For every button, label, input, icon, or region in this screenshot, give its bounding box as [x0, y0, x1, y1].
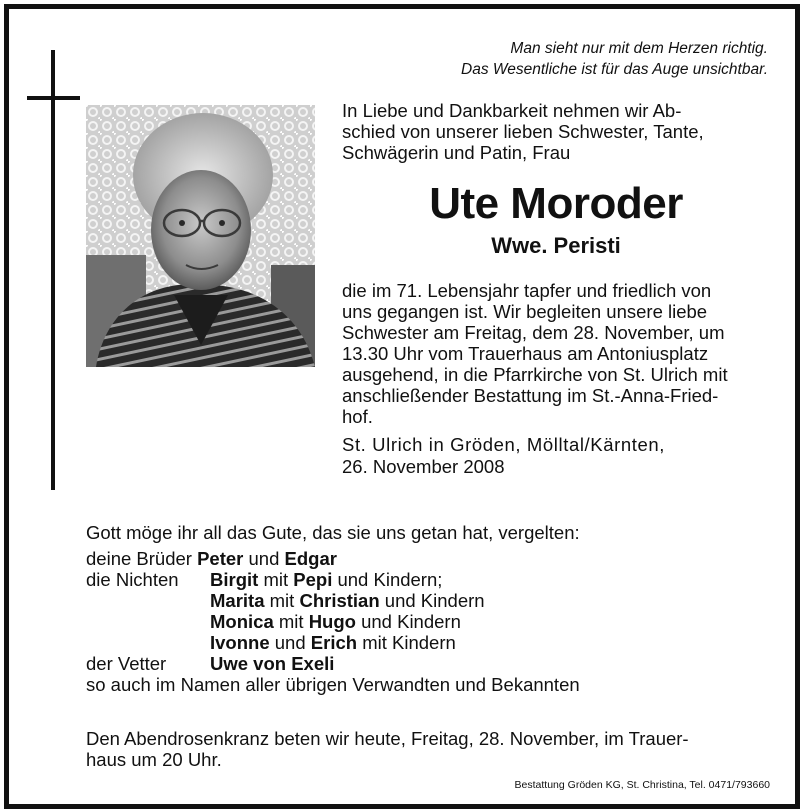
date-line: 26. November 2008 [342, 456, 505, 477]
deceased-name: Ute Moroder [429, 179, 683, 228]
relatives-row-others [86, 674, 776, 695]
relatives-row-niece-2 [86, 590, 776, 611]
relatives-row-brothers [86, 548, 776, 569]
rosary-notice [86, 728, 770, 770]
details-line-5: ausgehend, in die Pfarrkirche von St. Ulrich mit [342, 364, 728, 385]
others-line: so auch im Namen aller übrigen Verwandten und Bekannten [86, 674, 580, 695]
intro-line-1: In Liebe und Dankbarkeit nehmen wir Ab- [342, 100, 682, 121]
niece-2-connector: mit [269, 590, 295, 611]
niece-name-1: Birgit [210, 569, 259, 590]
cross-icon-horizontal [27, 96, 80, 100]
deceased-subname: Wwe. Peristi [491, 233, 621, 258]
niece-partner-4: Erich [310, 632, 358, 653]
details-line-7: hof. [342, 406, 373, 427]
quote-line-2: Das Wesentliche ist für das Auge unsichtbar. [461, 61, 768, 78]
rosary-line-2: haus um 20 Uhr. [86, 749, 222, 770]
niece-name-2: Marita [210, 590, 265, 611]
thanks-line: Gott möge ihr all das Gute, das sie uns getan hat, vergelten: [86, 522, 580, 543]
niece-4-connector: und [274, 632, 306, 653]
quote-line-1: Man sieht nur mit dem Herzen richtig. [510, 40, 768, 57]
details-line-6: anschließender Bestattung im St.-Anna-Fried- [342, 385, 719, 406]
niece-3-suffix: und Kindern [361, 611, 461, 632]
niece-1-suffix: und Kindern; [337, 569, 443, 590]
intro-line-2: schied von unserer lieben Schwester, Tante, [342, 121, 704, 142]
niece-3-connector: mit [278, 611, 304, 632]
nieces-label: die Nichten [86, 569, 179, 590]
cross-icon-vertical [51, 50, 55, 490]
niece-4-suffix: mit Kindern [362, 632, 456, 653]
niece-name-4: Ivonne [210, 632, 270, 653]
place-line: St. Ulrich in Gröden, Mölltal/Kärnten, [342, 434, 666, 455]
cousin-name: Uwe von Exeli [210, 653, 335, 674]
details-line-2: uns gegangen ist. Wir begleiten unsere liebe [342, 301, 708, 322]
funeral-home-credit: Bestattung Gröden KG, St. Christina, Tel. 0471/793660 [514, 779, 770, 791]
niece-partner-2: Christian [299, 590, 380, 611]
brothers-label: deine Brüder [86, 548, 192, 569]
details-line-3: Schwester am Freitag, dem 28. November, um [342, 322, 725, 343]
relatives-row-niece-4 [86, 632, 776, 653]
niece-partner-3: Hugo [308, 611, 356, 632]
portrait-photo [86, 105, 315, 367]
epigraph-quote [348, 38, 768, 80]
relatives-list [86, 548, 776, 695]
details-line-4: 13.30 Uhr vom Trauerhaus am Antoniusplatz [342, 343, 709, 364]
intro-text [342, 100, 770, 163]
relatives-row-niece-3 [86, 611, 776, 632]
details-line-1: die im 71. Lebensjahr tapfer und friedlich von [342, 280, 712, 301]
niece-2-suffix: und Kindern [384, 590, 485, 611]
relatives-row-cousin [86, 653, 776, 674]
brothers-conjunction: und [248, 548, 280, 569]
niece-partner-1: Pepi [293, 569, 333, 590]
niece-1-connector: mit [263, 569, 289, 590]
relatives-row-niece-1 [86, 569, 776, 590]
cousin-label: der Vetter [86, 653, 167, 674]
rosary-line-1: Den Abendrosenkranz beten wir heute, Freitag, 28. November, im Trauer- [86, 728, 689, 749]
brother-name-2: Edgar [284, 548, 337, 569]
brother-name-1: Peter [197, 548, 244, 569]
intro-line-3: Schwägerin und Patin, Frau [342, 142, 571, 163]
funeral-details [342, 280, 770, 427]
niece-name-3: Monica [210, 611, 274, 632]
